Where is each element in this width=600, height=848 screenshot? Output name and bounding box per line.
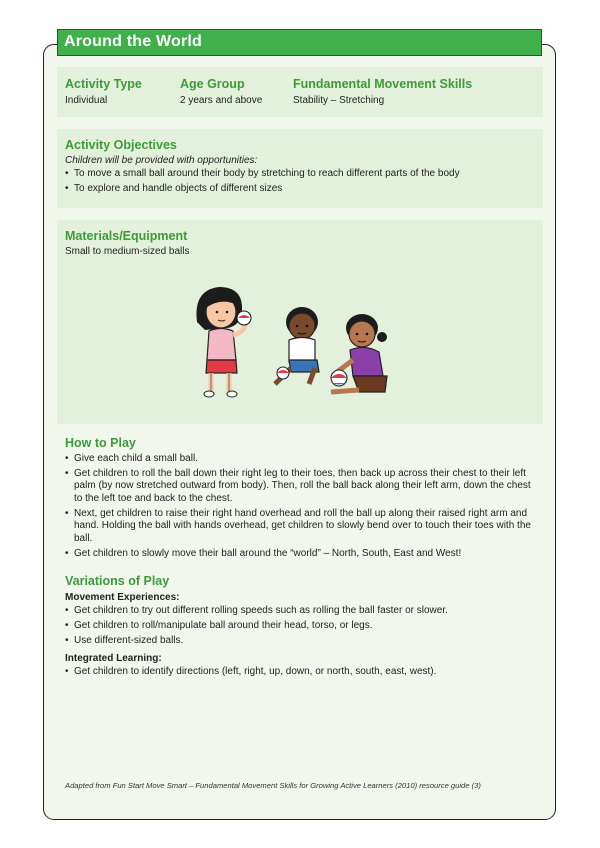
movement-skills-value: Stability – Stretching bbox=[293, 95, 385, 106]
page-title: Around the World bbox=[57, 29, 542, 56]
list-item: • Get children to slowly move their ball around the “world” – North, South, East and West! bbox=[65, 548, 537, 560]
movement-skills bbox=[293, 77, 472, 107]
materials-panel bbox=[57, 220, 543, 424]
materials-text: Small to medium-sized balls bbox=[65, 246, 190, 257]
list-item: • Get children to roll/manipulate ball around their head, torso, or legs. bbox=[65, 620, 537, 632]
activity-type-value: Individual bbox=[65, 95, 108, 106]
boy-sitting bbox=[275, 307, 319, 384]
source-footer: Adapted from Fun Start Move Smart – Fundamental Movement Skills for Growing Active Learners (2010) resource guide (3) bbox=[65, 781, 481, 790]
list-item: • Get children to roll the ball down their right leg to their toes, then back up across their chest to their left palm (by now stretched outward from body). Then, roll the ball back along their left arm, down the chest to the left toe and back to the chest. bbox=[65, 468, 537, 505]
age-group-label: Age Group bbox=[180, 77, 245, 91]
list-item: • Use different-sized balls. bbox=[65, 635, 537, 647]
how-to-play-heading: How to Play bbox=[65, 436, 136, 450]
objectives-panel bbox=[57, 129, 543, 208]
how-to-play-section bbox=[65, 436, 537, 563]
list-item: • Get children to identify directions (left, right, up, down, or north, south, east, west). bbox=[65, 666, 537, 678]
movement-skills-label: Fundamental Movement Skills bbox=[293, 77, 473, 91]
list-item: • To move a small ball around their body by stretching to reach different parts of the body bbox=[65, 168, 535, 180]
list-item: • Next, get children to raise their right hand overhead and roll the ball up along their raised right arm and hand. Holding the ball with hands overhead, get children to slowly bend over to touch their toes with the ball. bbox=[65, 508, 537, 545]
girl-sitting bbox=[331, 314, 387, 392]
materials-heading: Materials/Equipment bbox=[65, 229, 188, 243]
variations-heading: Variations of Play bbox=[65, 574, 170, 588]
list-item: • Give each child a small ball. bbox=[65, 453, 537, 465]
variations-section bbox=[65, 574, 537, 681]
activity-type-label: Activity Type bbox=[65, 77, 142, 91]
objectives-intro: Children will be provided with opportunities: bbox=[65, 155, 258, 166]
objectives-heading: Activity Objectives bbox=[65, 138, 177, 152]
age-group bbox=[180, 77, 262, 107]
girl-standing bbox=[196, 287, 251, 397]
activity-type bbox=[65, 77, 142, 107]
meta-panel bbox=[57, 67, 543, 117]
children-illustration bbox=[187, 280, 417, 402]
movement-subheading: Movement Experiences: bbox=[65, 592, 180, 603]
age-group-value: 2 years and above bbox=[180, 95, 263, 106]
list-item: • To explore and handle objects of different sizes bbox=[65, 183, 535, 195]
list-item: • Get children to try out different rolling speeds such as rolling the ball faster or slower. bbox=[65, 605, 537, 617]
integrated-subheading: Integrated Learning: bbox=[65, 653, 162, 665]
